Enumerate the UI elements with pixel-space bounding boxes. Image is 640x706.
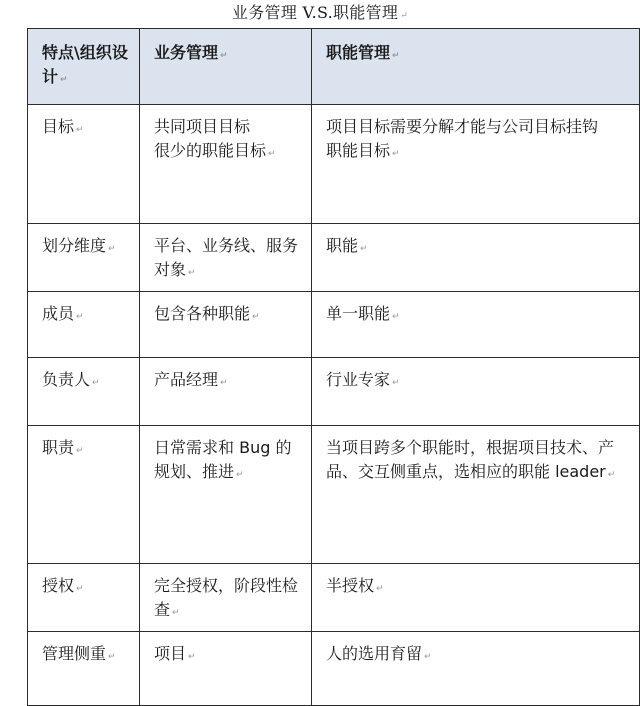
comparison-table <box>27 28 640 706</box>
cell-text: 人的选用育留 ↵ <box>326 644 432 663</box>
paragraph-mark-icon: ↵ <box>92 378 100 388</box>
row-business-cell <box>140 224 312 292</box>
cell-text: 共同项目目标 <box>154 117 251 136</box>
row-functional-cell <box>312 358 640 426</box>
row-feature-cell <box>28 105 140 224</box>
paragraph-mark-icon: ↵ <box>108 244 116 254</box>
paragraph-mark-icon: ↵ <box>76 125 84 135</box>
row-functional-cell <box>312 224 640 292</box>
cell-text: 很少的职能目标 ↵ <box>154 141 276 160</box>
row-functional-cell <box>312 426 640 564</box>
paragraph-mark-icon: ↵ <box>76 446 84 456</box>
cell-text: 半授权 ↵ <box>326 576 384 595</box>
cell-text: 授权 ↵ <box>42 576 84 595</box>
paragraph-mark-icon: ↵ <box>392 51 400 61</box>
cell-text: 包含各种职能 ↵ <box>154 304 260 323</box>
row-business-cell <box>140 358 312 426</box>
paragraph-mark-icon: ↵ <box>392 312 400 322</box>
cell-text: 项目 ↵ <box>154 644 196 663</box>
paragraph-mark-icon: ↵ <box>376 584 384 594</box>
document-title <box>0 2 640 27</box>
cell-text: 平台、业务线、服务对象 ↵ <box>154 236 299 279</box>
cell-text: 当项目跨多个职能时，根据项目技术、产品、交互侧重点，选相应的职能 leader ↵ <box>326 438 616 481</box>
table-row <box>28 105 640 224</box>
row-business-cell <box>140 105 312 224</box>
paragraph-mark-icon: ↵ <box>268 149 276 159</box>
paragraph-mark-icon: ↵ <box>220 378 228 388</box>
paragraph-mark-icon: ↵ <box>360 244 368 254</box>
row-business-cell <box>140 632 312 706</box>
paragraph-mark-icon: ↵ <box>400 11 409 21</box>
header-cell-business: 业务管理 ↵ <box>140 29 312 105</box>
row-business-cell <box>140 564 312 632</box>
table-row <box>28 292 640 358</box>
cell-text: 划分维度 ↵ <box>42 236 116 255</box>
cell-text: 完全授权，阶段性检查 ↵ <box>154 576 299 619</box>
paragraph-mark-icon: ↵ <box>392 378 400 388</box>
row-feature-cell <box>28 292 140 358</box>
paragraph-mark-icon: ↵ <box>76 584 84 594</box>
row-feature-cell <box>28 358 140 426</box>
cell-text: 负责人 ↵ <box>42 370 100 389</box>
paragraph-mark-icon: ↵ <box>252 312 260 322</box>
paragraph-mark-icon: ↵ <box>607 470 616 480</box>
table-row <box>28 632 640 706</box>
cell-text: 目标 ↵ <box>42 117 84 136</box>
header-cell-functional: 职能管理 ↵ <box>312 29 640 105</box>
table-header-row <box>28 29 640 105</box>
paragraph-mark-icon: ↵ <box>220 51 228 61</box>
cell-text: 日常需求和 Bug 的规划、推进 ↵ <box>154 438 292 481</box>
paragraph-mark-icon: ↵ <box>188 268 196 278</box>
row-functional-cell <box>312 632 640 706</box>
table-row <box>28 224 640 292</box>
paragraph-mark-icon: ↵ <box>172 608 180 618</box>
paragraph-mark-icon: ↵ <box>108 652 116 662</box>
paragraph-mark-icon: ↵ <box>188 652 196 662</box>
paragraph-mark-icon: ↵ <box>60 75 68 85</box>
row-feature-cell <box>28 426 140 564</box>
row-feature-cell <box>28 632 140 706</box>
header-cell-feature: 特点\组织设计 ↵ <box>28 29 140 105</box>
table-row <box>28 564 640 632</box>
row-feature-cell <box>28 564 140 632</box>
document-title-text: 业务管理 V.S.职能管理 <box>231 3 399 22</box>
paragraph-mark-icon: ↵ <box>236 470 244 480</box>
row-functional-cell <box>312 292 640 358</box>
paragraph-mark-icon: ↵ <box>76 312 84 322</box>
paragraph-mark-icon: ↵ <box>392 149 400 159</box>
row-business-cell <box>140 292 312 358</box>
table-row <box>28 426 640 564</box>
cell-text: 职责 ↵ <box>42 438 84 457</box>
table-row <box>28 358 640 426</box>
row-business-cell <box>140 426 312 564</box>
row-feature-cell <box>28 224 140 292</box>
row-functional-cell <box>312 105 640 224</box>
cell-text: 单一职能 ↵ <box>326 304 400 323</box>
cell-text: 职能 ↵ <box>326 236 368 255</box>
cell-text: 职能目标 ↵ <box>326 141 400 160</box>
cell-text: 项目目标需要分解才能与公司目标挂钩 <box>326 117 599 136</box>
cell-text: 产品经理 ↵ <box>154 370 228 389</box>
paragraph-mark-icon: ↵ <box>424 652 432 662</box>
cell-text: 管理侧重 ↵ <box>42 644 116 663</box>
cell-text: 行业专家 ↵ <box>326 370 400 389</box>
cell-text: 成员 ↵ <box>42 304 84 323</box>
row-functional-cell <box>312 564 640 632</box>
